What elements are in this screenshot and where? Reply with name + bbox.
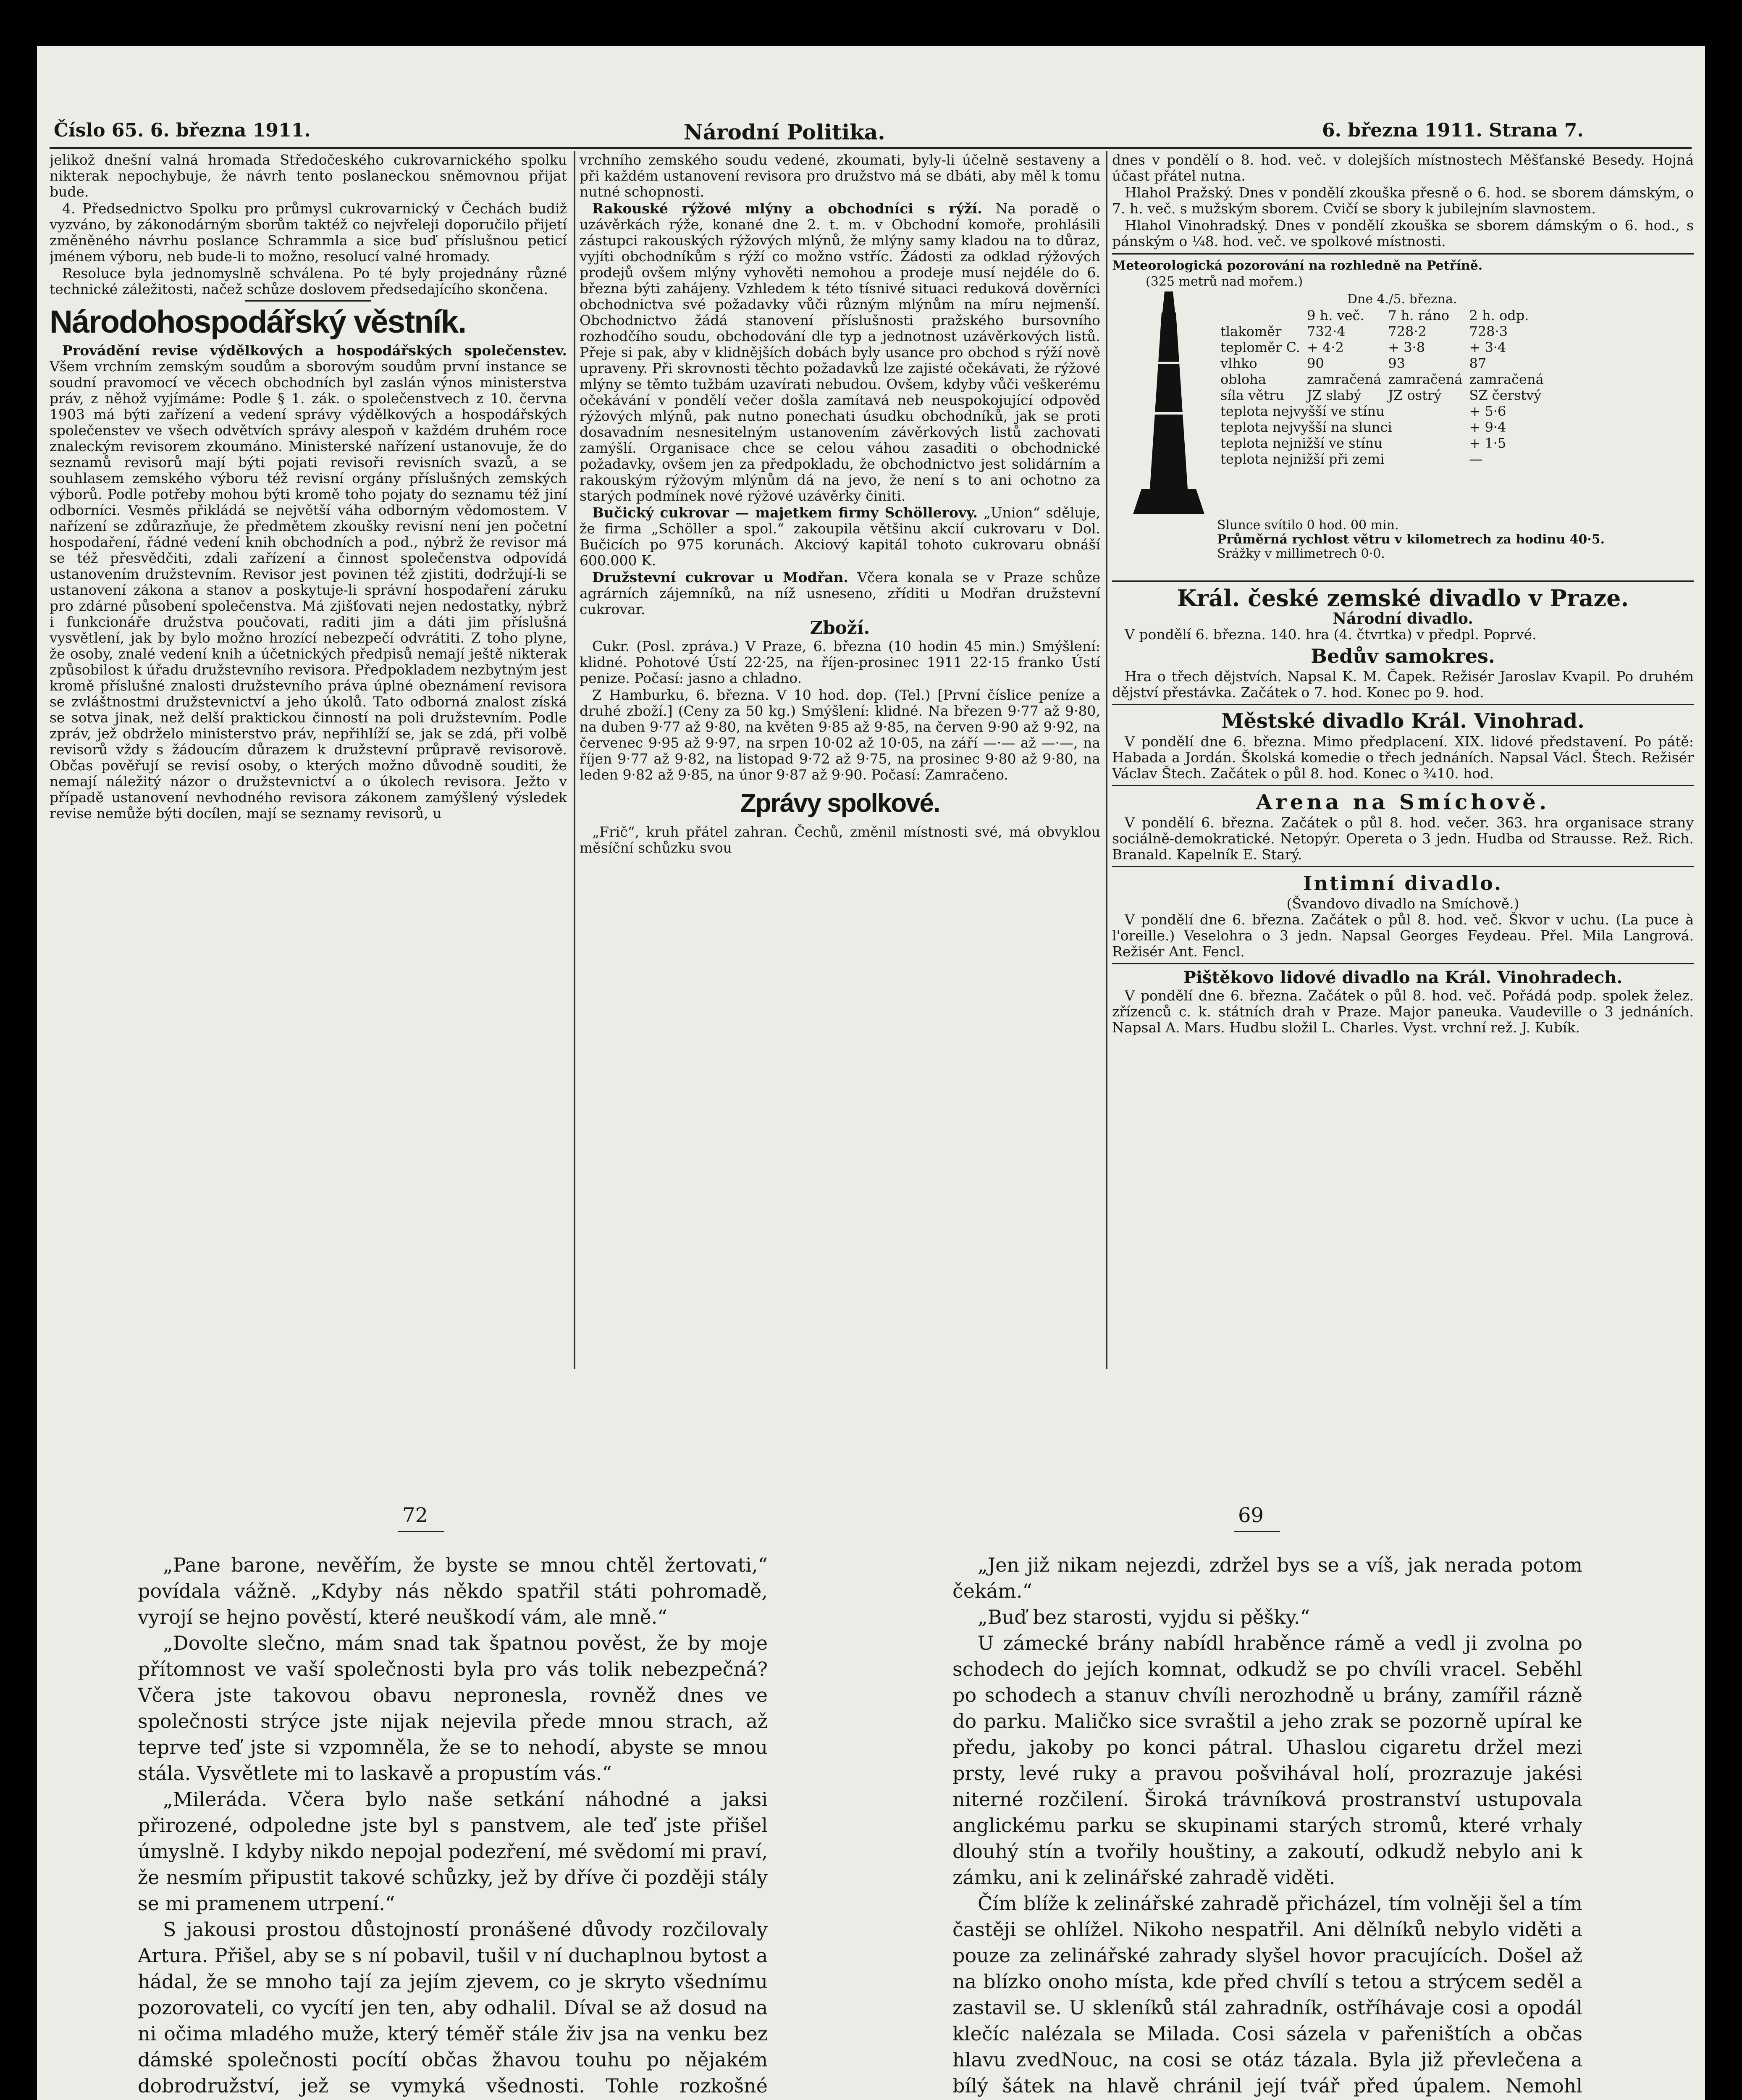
meteo-head-cell: 2 h. odp. [1469,307,1529,323]
paragraph: S jakousi prostou důstojností pronášené důvody rozčilovaly Artura. Přišel, aby se s ní pobavil, tušil v ní duchaplnou bytost a hádal, že se mnoho tají za jejím zjevem, co je skryto všednímu pozorovateli, co vycítí jen ten, aby odhalil. Díval se až dosud na ni očima mladého muže, který téměř stále živ jsa na venku bez dámské společnosti pocítí občas žhavou touhu po nějakém dobrodružství, jež se vymyká všednosti. Tohle rozkošné [138,1918,768,2097]
theatre-text: V pondělí dne 6. března. Mimo předplacení. XIX. lidové představení. Po pátě: Habada a Jordán. Školská komedie o třech jednáních. Napsal Václ. Štech. Režisér Václav Štech. Začátek o půl 8. hod. Konec o ¾10. hod. [1112,733,1694,782]
meteo-sun: Slunce svítilo 0 hod. 00 min. [1217,518,1399,533]
paragraph: 4. Předsednictvo Spolku pro průmysl cukrovarnický v Čechách budiž vyzváno, by zákonodárným sborům taktéž co nejvřeleji doporučilo přijetí změněného návrhu poslance Schrammla a sice buď příslušnou peticí jménem výboru, neb bude-li to možno, resolucí valné hromady. [50,200,567,265]
meteo-label: teplota nejnižší ve stínu [1220,435,1383,451]
theatre-text: V pondělí 6. března. 140. hra (4. čtvrtka) v předpl. Poprvé. [1125,626,1537,643]
meteo-notes [1217,518,1679,561]
paragraph: Čím blíže k zelinářské zahradě přicházel, tím volněji šel a tím častěji se ohlížel. Nikoho nespatřil. Ani dělníků nebylo viděti a pouze za zelinářské zahrady slyšel hovor pracujících. Došel až na blízko onoho místa, kde před chvílí s tetou a strýcem seděl a zastavil se. U skleníků stál zahradník, ostříhávaje cosi a opodál klečíc nalézala se Milada. Cosi sázela v pařeništích a občas hlavu zvedNouc, na cosi se otáz tázala. Byla již převlečena a bílý šátek na hlavě chránil její tvář před úpalem. Nemohl [952,1892,1582,2097]
meteo-row [1217,339,1547,355]
meteo-cell: zamračená [1307,371,1382,387]
meteo-cell: JZ ostrý [1388,387,1442,403]
paragraph: Hlahol Vinohradský. Dnes v pondělí zkouška se sborem dámským o 6. hod., s pánským o ¼8. hod. več. ve spolkové místnosti. [1112,217,1694,249]
meteo-title: Meteorologická pozorování na rozhledně na Petříně. [1112,258,1483,273]
meteo-cell: 728·3 [1469,323,1508,339]
meteo-row [1217,435,1547,451]
meteo-date: Dne 4./5. března. [1347,292,1457,307]
meteo-label: teplota nejvyšší na slunci [1220,419,1392,435]
meteo-label: teploměr C. [1220,339,1301,355]
meteo-head-cell: 9 h. več. [1307,307,1364,323]
article-body: Všem vrchním zemským soudům a sborovým soudům první instance se soudní pravomocí ve věcech obchodních byl zaslán výnos ministerstva práv, z něhož vyjímáme: Podle § 1. zák. o společenstvech z 10. června 1903 má býti zařízení a vedení správy výdělkových a hospodářských společenstev ve všech odvětvích správy alespoň v každém druhém roce znaleckým revisorem zkoumáno. Ministerské nařízení ustanovuje, že do seznamů revisorů mají býti pojati revisoři revisních svazů, a se souhlasem zemského výboru též revisní orgány příslušných zemských výborů. Podle potřeby mohou býti kromě toho pojaty do seznamu též jiní odborníci. Vesměs přikládá se největší váha odborným vědomostem. V nařízení se zdůrazňuje, že předmětem zkoušky revisní není jen početní hospodaření, řádné vedení knih obchodních a pod., nýbrž že revisor má se též přesvědčiti, zdali zařízení a činnost společenstva odpovídá ustanovením družstevním. Revisor jest povinen též zjistiti, dodržují-li se ustanovení zákona a stanov a poskytuje-li správní hospodaření záruku pro zdárné působení společenstva. Má zjišťovati nejen nedostatky, nýbrž i funkcionáře družstva poučovati, raditi jim a dáti jim příslušná vysvětlení, jak by bylo možno hrozící nebezpečí odvrátiti. Z toho plyne, že osoby, znalé vedení knih a účetnických předpisů nemají ještě nikterak způsobilost k úřadu družstevního revisora. Předpokladem nezbytným jest kromě příslušné znalosti družstevního práva úplné obeznámení revisora se zvláštnostmi družstevnictví a jeho úkolů. Tato odborná znalost získá se sotva jinak, než delší praktickou činností na poli družstevním. Podle zpráv, jež obdrželo ministerstvo práv, nepřihlíží se, jak se zdá, při volbě revisorů vždy s žádoucím důrazem k družstevní průpravě revisorově. Občas pověřují se revisí osoby, o kterých možno důvodně souditi, že nemají náležitý názor o družstevnictví a o úkolech revisora. Ježto v případě ustanovení nevhodného revisora zákonem zamýšlený výsledek revise nemůže býti docílen, mají se seznamy revisorů, u [50,358,567,822]
story-page-number: 72 [402,1504,428,1527]
meteo-rain: Srážky v millimetrech 0·0. [1217,546,1385,561]
header-rule [50,147,1692,149]
meteo-cell: + 9·4 [1469,419,1506,435]
meteo-cell: + 3·4 [1469,339,1506,355]
meteo-header-row [1217,307,1547,323]
theatre-title: Městské divadlo Král. Vinohrad. [1221,709,1585,733]
meteo-row [1217,371,1547,387]
theatre-text: V pondělí dne 6. března. Začátek o půl 8. hod. več. Škvor v uchu. (La puce à l'oreille.) Veselohra o 3 jedn. Napsal Georges Feydeau. Přel. Mila Langrová. Režisér Ant. Fencl. [1112,911,1694,960]
paragraph: Resoluce byla jednomyslně schválena. Po té byly projednány různé technické záležitosti, načež schůze doslovem předsedajícího skončena. [50,265,567,297]
section-title: Národohospodářský věstník. [50,304,466,340]
meteo-cell: 732·4 [1307,323,1346,339]
meteo-cell: zamračená [1388,371,1463,387]
masthead: Národní Politika. [684,120,885,144]
article-body: Včera konala se v Praze schůze agrárních zájemníků, na níž usneseno, zříditi u Modřan družstevní cukrovar. [580,569,1100,617]
theatre-subtitle: Národní divadlo. [1333,610,1473,627]
article-heading: Družstevní cukrovar u Modřan. [592,569,848,585]
story-page-number: 69 [1238,1504,1264,1527]
column-2 [580,152,1100,1370]
meteo-label: teplota nejnižší při zemi [1220,451,1385,467]
divider [245,300,371,302]
paragraph: „Milerádа. Včera bylo naše setkání náhodné a jaksi přirozené, odpoledne jste byl s panstvem, ale teď jste přišel úmyslně. I kdyby nikdo nepojal podezření, mé svědomí mi praví, že nesmím připustit takové schůzky, jež by dříve či později stály se mi pramenem utrpení.“ [138,1788,768,1915]
meteo-cell: + 5·6 [1469,403,1506,419]
meteo-cell: SZ čerstvý [1469,387,1542,403]
petrin-tower-icon [1125,287,1213,522]
meteo-label: teplota nejvyšší ve stínu [1220,403,1385,419]
paragraph: „Jen již nikam nejezdi, zdržel bys se a víš, jak nerada potom čekám.“ [952,1554,1582,1602]
story-right [952,1552,1582,2100]
meteo-row [1217,323,1547,339]
meteo-cell: 87 [1469,355,1487,371]
article-heading: Provádění revise výdělkových a hospodářských společenstev. [62,342,567,359]
paragraph: jelikož dnešní valná hromada Středočeského cukrovarnického spolku nikterak nepochybuje, že návrh tento poslaneckou sněmovnou přijat bude. [50,152,567,200]
theatre-title: Pištěkovo lidové divadlo na Král. Vinohradech. [1183,968,1623,987]
divider [1112,580,1694,582]
theatre-text: Hra o třech dějstvích. Napsal K. M. Čapek. Režisér Jaroslav Kvapil. Po druhém dějství přestávka. Začátek o 7. hod. Konec po 9. hod. [1112,668,1694,701]
article-body: „Union“ sděluje, že firma „Schöller a spol.“ zakoupila většinu akcií cukrovaru v Dol. Bučicích po 975 korunách. Akciový kapitál tohoto cukrovaru obnáší 600.000 K. [580,504,1100,569]
paragraph: Hlahol Pražský. Dnes v pondělí zkouška přesně o 6. hod. se sborem dámským, o 7. h. več. s mužským sborem. Cvičí se sbory k jubilejním slavnostem. [1112,184,1694,217]
meteo-label: vlhko [1220,355,1257,371]
article-heading: Bučický cukrovar — majetkem firmy Schöllerovy. [592,504,978,521]
meteo-row [1217,403,1547,419]
meteo-cell: zamračená [1469,371,1544,387]
divider [1112,866,1694,867]
column-divider [574,151,575,1369]
meteo-row [1217,387,1547,403]
page-info: 6. března 1911. Strana 7. [1322,120,1584,141]
meteo-cell: — [1469,451,1483,467]
column-3 [1112,152,1694,1370]
theatre-title: Arena na Smíchově. [1256,790,1550,814]
paragraph: U zámecké brány nabídl hraběnce rámě a vedl ji zvolna po schodech do jejích komnat, odkudž se po chvíli vracel. Seběhl po schodech a stanuv chvíli nerozhodně u brány, zamířil rázně do parku. Maličko sice svraštil a jeho zrak se pozorně upíral ke předu, jakoby po konci pátral. Uhaslou cigaretu držel mezi prsty, levé ruky a pravou pošvihával holí, prozrazuje jakési niterné rozčilení. Široká trávníková prostranství ustupovala anglickému parku se skupinami starých stromů, které vrhaly dlouhý stín a tvořily houštiny, a zakoutí, odkudž nebylo ani k zámku, ani k zelinářské zahradě viděti. [952,1632,1582,1889]
meteo-row [1217,355,1547,371]
page-number-rule [398,1531,444,1532]
meteo-altitude: (325 metrů nad mořem.) [1146,274,1303,289]
meteo-label: obloha [1220,371,1266,387]
issue-info: Číslo 65. 6. března 1911. [54,120,311,141]
divider [1112,963,1694,964]
meteo-row [1217,419,1547,435]
meteo-cell: + 1·5 [1469,435,1506,451]
meteo-cell: JZ slabý [1307,387,1362,403]
theatre-subtitle: (Švandovo divadlo na Smíchově.) [1286,895,1519,912]
paragraph: dnes v pondělí o 8. hod. več. v dolejších místnostech Měšťanské Besedy. Hojná účast přátel nutna. [1112,152,1694,184]
theatre-text: V pondělí dne 6. března. Začátek o půl 8. hod. več. Pořádá podp. spolek želez. zřízenců c. k. státních drah v Praze. Major paneuka. Vaudeville o 3 jednáních. Napsal A. Mars. Hudbu složil L. Charles. Vyst. vrchní rež. J. Kubík. [1112,987,1694,1036]
meteo-head-cell: 7 h. ráno [1388,307,1449,323]
column-1 [50,152,567,1370]
section-title-zbozi: Zboží. [810,617,870,638]
meteo-cell: 93 [1388,355,1405,371]
theatre-title: Král. české zemské divadlo v Praze. [1177,585,1629,612]
newspaper-page [37,46,1705,2100]
paragraph: Z Hamburku, 6. března. V 10 hod. dop. (Tel.) [První číslice peníze a druhé zboží.] (Ceny za 50 kg.) Smýšlení: klidné. Na březen 9·77 až 9·80, na duben 9·77 až 9·80, na květen 9·85 až 9·85, na červen 9·90 až 9·92, na červenec 9·95 až 9·97, na srpen 10·02 až 10·05, na září —·— až —·—, na říjen 9·77 až 9·82, na listopad 9·72 až 9·75, na prosinec 9·80 až 9·80, na leden 9·82 až 9·85, na únor 9·87 až 9·90. Počasí: Zamračeno. [580,687,1100,783]
paragraph: „Buď bez starosti, vyjdu si pěšky.“ [978,1606,1310,1628]
story-left [138,1552,768,2100]
divider [1112,785,1694,786]
play-title: Bedův samokres. [1311,645,1495,667]
meteo-label: tlakoměr [1220,323,1282,339]
meteo-table [1217,307,1547,467]
column-divider [1106,151,1107,1369]
paragraph: vrchního zemského soudu vedené, zkoumati, byly-li účelně sestaveny a při každém ustanovení revisora pro družstvo má se dbáti, aby měl k tomu nutné schopnosti. [580,152,1100,200]
paragraph: Cukr. (Posl. zpráva.) V Praze, 6. března (10 hodin 45 min.) Smýšlení: klidné. Pohotové Ústí 22·25, na říjen-prosinec 1911 22·15 franko Ústí penize. Počasí: jasno a chladno. [580,638,1100,686]
meteo-cell: 728·2 [1388,323,1427,339]
meteo-label: síla větru [1220,387,1284,403]
meteo-wind: Průměrná rychlost větru v kilometrech za hodinu 40·5. [1217,532,1605,547]
meteo-row [1217,451,1547,467]
divider [1112,253,1694,255]
article-body: Na poradě o uzávěrkách rýže, konané dne 2. t. m. v Obchodní komoře, prohlásili zástupci rakouských rýžových mlýnů, že mlýny samy kladou na to důraz, vyjíti obchodníkům s rýží co možno vstříc. Žádosti za odklad rýžových prodejů ovšem mlýny vyhověti nemohou a prodeje musí nejdéle do 6. března býti zahájeny. Vzhledem k této tísnivé situaci reduková dověrníci obchodnictva své požadavky vůči různým mlýnům na míru nejmenší. Obchodnictvo žádá stanovení příslušnosti pražského bursovního rozhodčího soudu, obchodování dle typ a jednotnost uzávěrkových listů. Přeje si pak, aby v klidnějších dobách byly usance pro obchod s rýží nově upraveny. Při skrovnosti těchto požadavků lze zajisté očekávati, že rýžové mlýny se těmto tužbám uzavírati nebudou. Ovšem, kdyby vůči veškerému očekávání v pondělí večer došla zamítavá neb neuspokojující odpověď rýžových mlýnů, pak nutno ponechati úsudku obchodníků, jak se proti dosavadním nesnesitelným ustanovením závěrkových listů zachovati zamýšlí. Organisace chce se celou váhou zasaditi o obchodnické požadavky, ovšem jen za předpokladu, že obchodnictvo jest solidárním a rakouským rýžovým mlýnům dá na jevo, že není s to ani ochotno za starých podmínek nové rýžové uzávěrky činiti. [580,200,1100,504]
meteo-cell: 90 [1307,355,1324,371]
divider [1112,704,1694,705]
paragraph: „Dovolte slečno, mám snad tak špatnou pověst, že by moje přítomnost ve vaší společnosti byla pro vás tolik nebezpečná? Včera jste takovou obavu nepronesla, rovněž dnes ve společnosti strýce jste nijak nejevila přede mnou strach, až teprve teď jste si vzpomněla, že se to nehodí, abyste se mnou stála. Vysvětlete mi to laskavě a propustím vás.“ [138,1632,768,1785]
page-number-rule [1234,1531,1280,1532]
theatre-title: Intimní divadlo. [1303,872,1503,895]
paragraph: „Pane barone, nevěřím, že byste se mnou chtěl žertovati,“ povídala vážně. „Kdyby nás někdo spatřil státi pohromadě, vyrojí se hejno pověstí, které neuškodí vám, ale mně.“ [138,1554,768,1628]
meteo-cell: + 4·2 [1307,339,1344,355]
section-title-zpravy: Zprávy spolkové. [740,789,940,818]
article-heading: Rakouské rýžové mlýny a obchodníci s rýží. [592,200,982,217]
meteo-box [1112,258,1694,577]
paragraph: „Frič“, kruh přátel zahran. Čechů, změnil místnosti své, má obvyklou měsíční schůzku svou [580,824,1100,856]
meteo-cell: + 3·8 [1388,339,1425,355]
theatre-text: V pondělí 6. března. Začátek o půl 8. hod. večer. 363. hra organisace strany sociálně-demokratické. Netopýr. Opereta o 3 jedn. Hudba od Strausse. Rež. Rich. Branald. Kapelník E. Starý. [1112,814,1694,863]
